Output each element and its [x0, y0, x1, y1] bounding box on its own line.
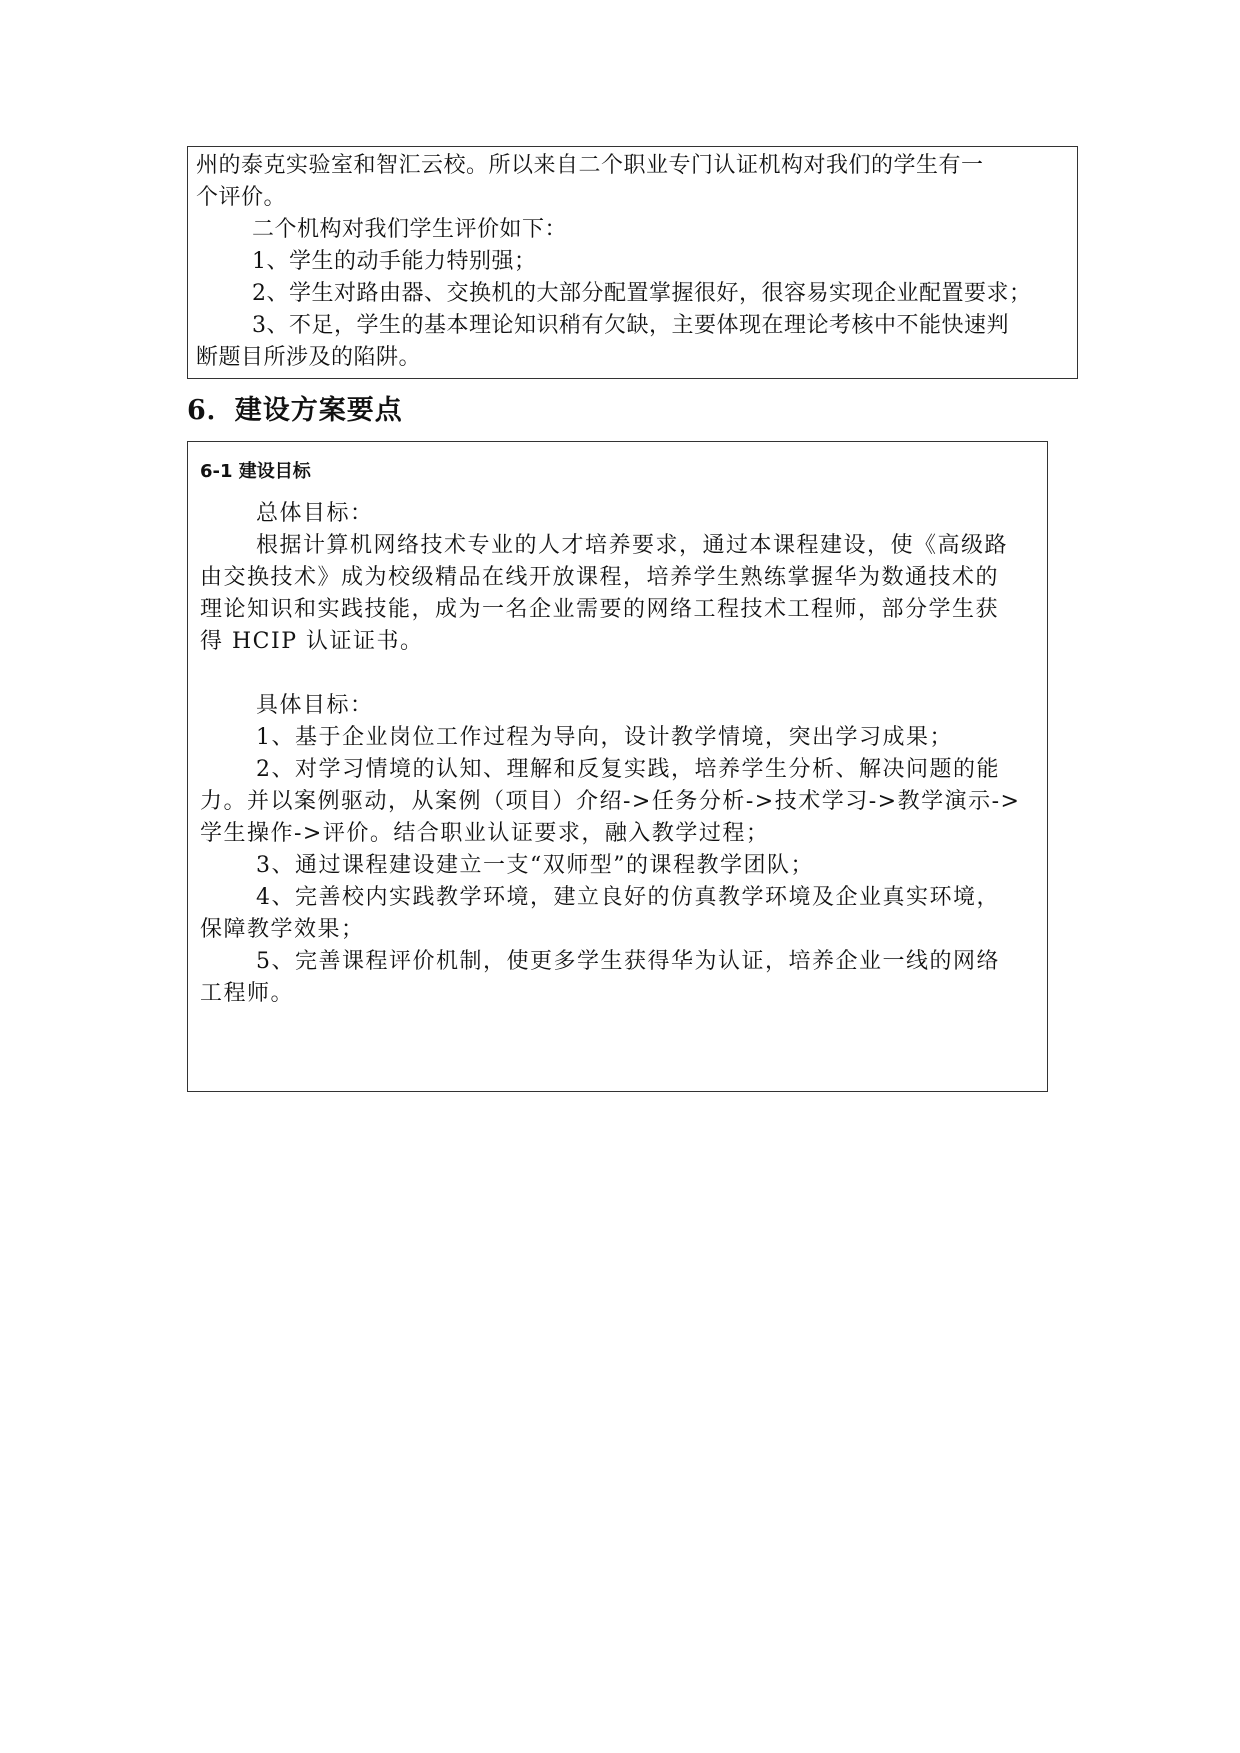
text-line: 4、完善校内实践教学环境，建立良好的仿真教学环境及企业真实环境，: [256, 885, 1000, 910]
goals-subheading: 6-1 建设目标: [200, 461, 311, 482]
evaluation-box: [187, 146, 1078, 379]
text-line: 断题目所涉及的陷阱。: [196, 345, 422, 370]
text-line: 理论知识和实践技能，成为一名企业需要的网络工程技术工程师，部分学生获: [200, 597, 1000, 622]
text-line: 由交换技术》成为校级精品在线开放课程，培养学生熟练掌握华为数通技术的: [200, 565, 1000, 590]
text-line: 3、不足，学生的基本理论知识稍有欠缺，主要体现在理论考核中不能快速判: [252, 313, 1009, 338]
text-line: 保障教学效果；: [200, 917, 365, 942]
text-line: 根据计算机网络技术专业的人才培养要求，通过本课程建设，使《高级路: [256, 533, 1009, 558]
text-line: 学生操作->评价。结合职业认证要求，融入教学过程；: [200, 821, 770, 846]
text-line: 3、通过课程建设建立一支“双师型”的课程教学团队；: [256, 853, 814, 878]
text-line: 5、完善课程评价机制，使更多学生获得华为认证，培养企业一线的网络: [256, 949, 1000, 974]
text-line: 州的泰克实验室和智汇云校。所以来自二个职业专门认证机构对我们的学生有一: [196, 153, 984, 178]
text-line: 个评价。: [196, 185, 287, 210]
overall-goal-label: 总体目标：: [256, 501, 374, 526]
text-line: 1、基于企业岗位工作过程为导向，设计教学情境，突出学习成果；: [256, 725, 953, 750]
blank-line: [200, 658, 1037, 690]
text-line: 得 HCIP 认证证书。: [200, 629, 424, 654]
construction-goals-box: [187, 441, 1048, 1092]
text-line: 力。并以案例驱动，从案例（项目）介绍->任务分析->技术学习->教学演示->: [200, 789, 1021, 814]
text-line: 2、学生对路由器、交换机的大部分配置掌握很好，很容易实现企业配置要求；: [252, 281, 1032, 306]
section-heading: 6．建设方案要点: [187, 395, 403, 426]
specific-goal-label: 具体目标：: [256, 693, 374, 718]
text-line: 2、对学习情境的认知、理解和反复实践，培养学生分析、解决问题的能: [256, 757, 1000, 782]
text-line: 工程师。: [200, 981, 295, 1006]
text-line: 1、学生的动手能力特别强；: [252, 249, 537, 274]
text-line: 二个机构对我们学生评价如下：: [252, 217, 568, 242]
